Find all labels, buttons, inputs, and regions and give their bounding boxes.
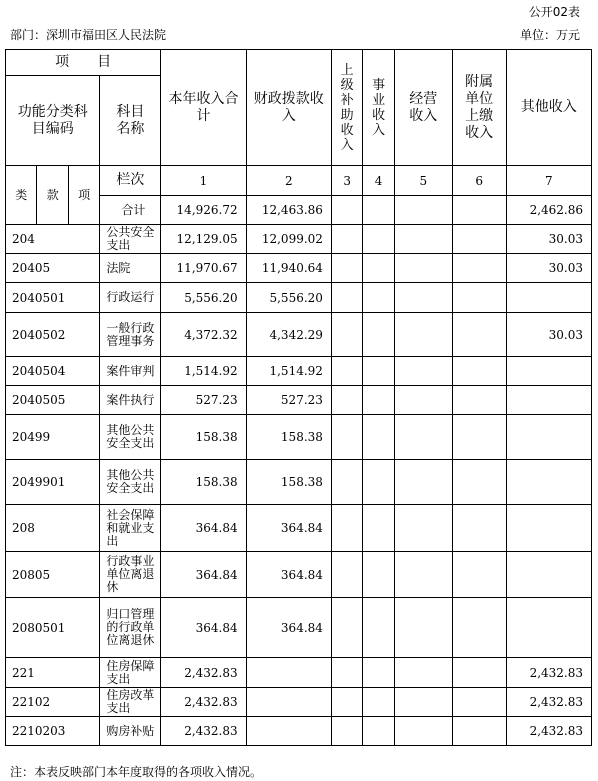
cell-fiscal: 12,099.02 — [246, 225, 331, 254]
cell-affiliated — [452, 717, 506, 746]
cell-operating — [394, 688, 452, 717]
cell-total: 2,432.83 — [161, 658, 246, 688]
other-header: 其他收入 — [506, 50, 591, 166]
cell-operating — [394, 505, 452, 552]
lei-header: 类 — [6, 166, 37, 225]
table-row — [6, 717, 592, 746]
cell-operating — [394, 658, 452, 688]
table-row — [6, 460, 592, 505]
row-code: 20405 — [6, 254, 100, 283]
table-row — [6, 283, 592, 313]
cell-fiscal: 158.38 — [246, 460, 331, 505]
cell-fiscal: 364.84 — [246, 552, 331, 598]
subject-name-header: 科目名称 — [100, 76, 161, 166]
row-name: 社会保障和就业支出 — [100, 505, 161, 552]
cell-affiliated — [452, 254, 506, 283]
cell-fiscal: 527.23 — [246, 386, 331, 415]
cell-affiliated — [452, 313, 506, 357]
cell-total: 364.84 — [161, 598, 246, 658]
cell-fiscal: 11,940.64 — [246, 254, 331, 283]
row-name: 购房补贴 — [100, 717, 161, 746]
cell-affiliated — [452, 598, 506, 658]
cell-total: 2,432.83 — [161, 688, 246, 717]
cell-operating — [394, 552, 452, 598]
row-name: 其他公共安全支出 — [100, 415, 161, 460]
cell-fiscal: 364.84 — [246, 598, 331, 658]
cell-affiliated — [452, 415, 506, 460]
cell-operating — [394, 283, 452, 313]
cell-total: 158.38 — [161, 415, 246, 460]
row-name: 其他公共安全支出 — [100, 460, 161, 505]
cell-total: 364.84 — [161, 505, 246, 552]
kuan-header: 款 — [37, 166, 68, 225]
table-row — [6, 688, 592, 717]
row-name: 行政事业单位离退休 — [100, 552, 161, 598]
row-code: 2080501 — [6, 598, 100, 658]
cell-business — [363, 386, 394, 415]
row-code: 2040505 — [6, 386, 100, 415]
row-name: 法院 — [100, 254, 161, 283]
cell-other — [506, 357, 591, 386]
col-num-3: 3 — [331, 166, 362, 196]
cell-operating — [394, 196, 452, 225]
cell-business — [363, 283, 394, 313]
cell-other: 2,432.83 — [506, 688, 591, 717]
cell-business — [363, 688, 394, 717]
row-name: 案件审判 — [100, 357, 161, 386]
cell-other: 30.03 — [506, 254, 591, 283]
row-name: 住房改革支出 — [100, 688, 161, 717]
cell-fiscal: 364.84 — [246, 505, 331, 552]
table-row — [6, 598, 592, 658]
cell-fiscal: 4,342.29 — [246, 313, 331, 357]
superior-header: 上级补助收入 — [331, 50, 362, 166]
income-table — [5, 49, 592, 746]
cell-other — [506, 386, 591, 415]
cell-business — [363, 415, 394, 460]
cell-business — [363, 552, 394, 598]
cell-affiliated — [452, 552, 506, 598]
department-label: 部门：深圳市福田区人民法院 — [10, 28, 167, 42]
row-name: 归口管理的行政单位离退休 — [100, 598, 161, 658]
cell-business — [363, 313, 394, 357]
cell-total: 12,129.05 — [161, 225, 246, 254]
cell-affiliated — [452, 505, 506, 552]
cell-fiscal: 158.38 — [246, 415, 331, 460]
cell-superior — [331, 460, 362, 505]
row-code: 2040501 — [6, 283, 100, 313]
col-num-5: 5 — [394, 166, 452, 196]
row-name: 一般行政管理事务 — [100, 313, 161, 357]
cell-superior — [331, 386, 362, 415]
cell-total: 527.23 — [161, 386, 246, 415]
cell-fiscal — [246, 717, 331, 746]
table-row — [6, 415, 592, 460]
cell-affiliated — [452, 386, 506, 415]
cell-affiliated — [452, 460, 506, 505]
row-code: 2040502 — [6, 313, 100, 357]
cell-total: 2,432.83 — [161, 717, 246, 746]
col-num-2: 2 — [246, 166, 331, 196]
row-code: 20499 — [6, 415, 100, 460]
row-name: 住房保障支出 — [100, 658, 161, 688]
cell-total: 1,514.92 — [161, 357, 246, 386]
col-num-6: 6 — [452, 166, 506, 196]
cell-affiliated — [452, 196, 506, 225]
cell-other — [506, 283, 591, 313]
cell-affiliated — [452, 225, 506, 254]
col-num-4: 4 — [363, 166, 394, 196]
cell-total: 4,372.32 — [161, 313, 246, 357]
cell-superior — [331, 283, 362, 313]
row-code: 2210203 — [6, 717, 100, 746]
row-label-header: 栏次 — [100, 166, 161, 196]
cell-business — [363, 658, 394, 688]
cell-superior — [331, 658, 362, 688]
row-name: 合计 — [100, 196, 161, 225]
cell-other: 2,432.83 — [506, 717, 591, 746]
xiang-header: 项 — [68, 166, 99, 225]
table-row — [6, 552, 592, 598]
row-code: 22102 — [6, 688, 100, 717]
cell-operating — [394, 313, 452, 357]
affiliated-header: 附属单位上缴收入 — [452, 50, 506, 166]
cell-fiscal — [246, 688, 331, 717]
func-code-header: 功能分类科目编码 — [6, 76, 100, 166]
cell-business — [363, 460, 394, 505]
cell-other: 30.03 — [506, 313, 591, 357]
cell-affiliated — [452, 357, 506, 386]
cell-superior — [331, 196, 362, 225]
cell-superior — [331, 688, 362, 717]
cell-business — [363, 196, 394, 225]
cell-business — [363, 254, 394, 283]
cell-superior — [331, 254, 362, 283]
cell-other — [506, 552, 591, 598]
table-row — [6, 313, 592, 357]
cell-other: 2,432.83 — [506, 658, 591, 688]
table-row — [6, 658, 592, 688]
cell-operating — [394, 386, 452, 415]
cell-operating — [394, 598, 452, 658]
cell-other — [506, 415, 591, 460]
cell-other — [506, 505, 591, 552]
row-code: 221 — [6, 658, 100, 688]
business-header: 事业收入 — [363, 50, 394, 166]
row-code: 2049901 — [6, 460, 100, 505]
row-code: 20805 — [6, 552, 100, 598]
cell-affiliated — [452, 688, 506, 717]
cell-superior — [331, 552, 362, 598]
cell-operating — [394, 357, 452, 386]
cell-other — [506, 460, 591, 505]
cell-business — [363, 357, 394, 386]
col-num-7: 7 — [506, 166, 591, 196]
cell-affiliated — [452, 283, 506, 313]
fiscal-header: 财政拨款收入 — [246, 50, 331, 166]
cell-superior — [331, 717, 362, 746]
cell-fiscal: 1,514.92 — [246, 357, 331, 386]
row-name: 案件执行 — [100, 386, 161, 415]
unit-label: 单位：万元 — [519, 28, 580, 42]
cell-total: 364.84 — [161, 552, 246, 598]
cell-total: 5,556.20 — [161, 283, 246, 313]
total-header: 本年收入合计 — [161, 50, 246, 166]
cell-business — [363, 717, 394, 746]
cell-fiscal — [246, 658, 331, 688]
operating-header: 经营收入 — [394, 50, 452, 166]
cell-other — [506, 598, 591, 658]
cell-operating — [394, 717, 452, 746]
cell-other: 2,462.86 — [506, 196, 591, 225]
cell-business — [363, 598, 394, 658]
cell-operating — [394, 415, 452, 460]
table-row — [6, 254, 592, 283]
cell-superior — [331, 357, 362, 386]
cell-operating — [394, 225, 452, 254]
cell-superior — [331, 225, 362, 254]
cell-business — [363, 225, 394, 254]
cell-superior — [331, 415, 362, 460]
table-row — [6, 386, 592, 415]
header-row-1 — [6, 50, 592, 76]
row-name: 公共安全支出 — [100, 225, 161, 254]
row-name: 行政运行 — [100, 283, 161, 313]
col-num-1: 1 — [161, 166, 246, 196]
cell-fiscal: 5,556.20 — [246, 283, 331, 313]
header-row-3 — [6, 166, 592, 196]
cell-operating — [394, 460, 452, 505]
row-code: 204 — [6, 225, 100, 254]
cell-superior — [331, 598, 362, 658]
cell-superior — [331, 313, 362, 357]
row-code: 208 — [6, 505, 100, 552]
table-row — [6, 505, 592, 552]
row-code: 2040504 — [6, 357, 100, 386]
cell-total: 158.38 — [161, 460, 246, 505]
item-header: 项 目 — [6, 50, 161, 76]
cell-affiliated — [452, 658, 506, 688]
cell-operating — [394, 254, 452, 283]
table-row — [6, 357, 592, 386]
table-row — [6, 225, 592, 254]
cell-superior — [331, 505, 362, 552]
cell-total: 14,926.72 — [161, 196, 246, 225]
cell-total: 11,970.67 — [161, 254, 246, 283]
cell-business — [363, 505, 394, 552]
footnote: 注：本表反映部门本年度取得的各项收入情况。 — [10, 765, 263, 779]
form-id: 公开02表 — [528, 5, 580, 19]
cell-fiscal: 12,463.86 — [246, 196, 331, 225]
cell-other: 30.03 — [506, 225, 591, 254]
